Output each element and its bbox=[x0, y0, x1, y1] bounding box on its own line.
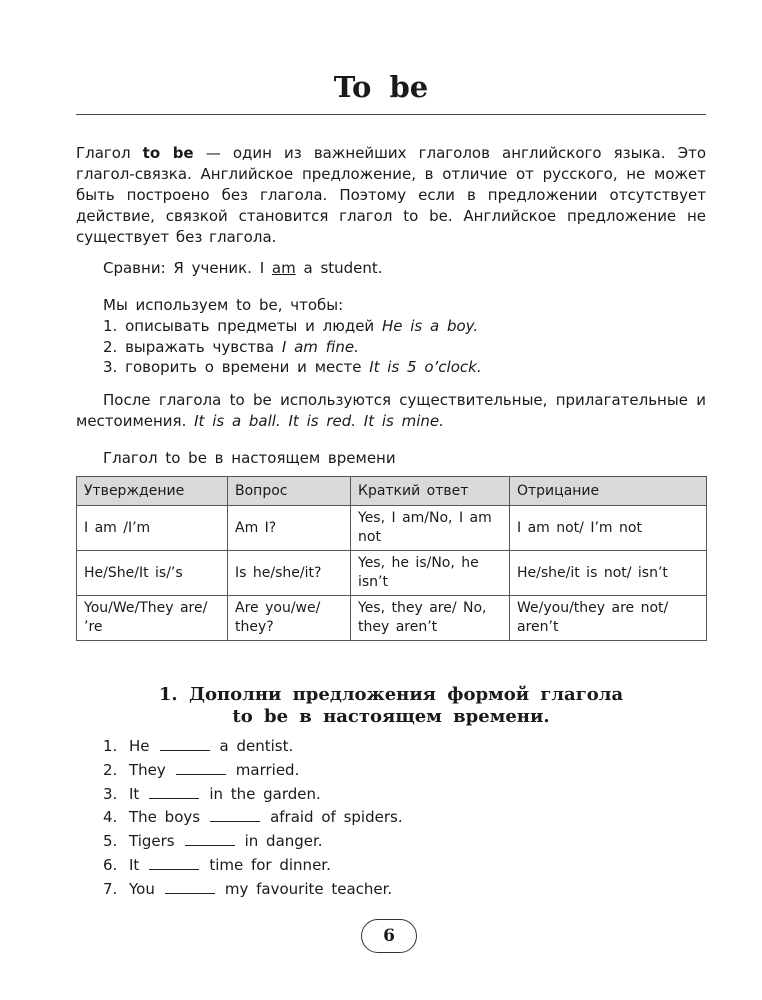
use-item-2 bbox=[103, 337, 359, 358]
item-text-after: in danger. bbox=[244, 832, 323, 851]
exercise-title bbox=[0, 684, 762, 728]
title-divider bbox=[76, 114, 706, 115]
item-text-before: They bbox=[129, 760, 166, 779]
list-item bbox=[103, 877, 403, 901]
table-cell: He/she/it is not/ isn’t bbox=[510, 551, 707, 596]
item-number: 5. bbox=[103, 832, 118, 851]
item-text-after: married. bbox=[235, 760, 300, 779]
table-cell: He/She/It is/’s bbox=[77, 551, 228, 596]
after-text: После глагола to be используются существительные, прилагательные и местоимения. bbox=[76, 391, 706, 430]
item-text-after: time for dinner. bbox=[209, 855, 331, 874]
use-item-example: He is a boy. bbox=[381, 317, 479, 335]
item-text-before: Tigers bbox=[129, 832, 175, 851]
list-item bbox=[103, 805, 403, 829]
item-text-after: a dentist. bbox=[219, 737, 294, 755]
header-negation: Отрицание bbox=[510, 477, 707, 506]
answer-blank[interactable] bbox=[176, 760, 226, 775]
table-cell: Am I? bbox=[228, 506, 351, 551]
table-row bbox=[77, 551, 707, 596]
table-row bbox=[77, 506, 707, 551]
table-cell: We/you/they are not/ aren’t bbox=[510, 596, 707, 641]
item-number: 3. bbox=[103, 784, 118, 803]
item-number: 7. bbox=[103, 879, 118, 898]
table-cell: You/We/They are/ ’re bbox=[77, 596, 228, 641]
table-cell: Yes, I am/No, I am not bbox=[351, 506, 510, 551]
use-item-3 bbox=[103, 357, 482, 378]
answer-blank[interactable] bbox=[210, 807, 260, 822]
after-paragraph bbox=[76, 390, 706, 432]
table-header-row bbox=[77, 477, 707, 506]
item-number: 4. bbox=[103, 808, 118, 827]
use-item-text: 1. описывать предметы и людей bbox=[103, 317, 382, 335]
intro-paragraph bbox=[76, 143, 706, 248]
header-short-answer: Краткий ответ bbox=[351, 477, 510, 506]
answer-blank[interactable] bbox=[149, 855, 199, 870]
exercise-title-line-2: to be в настоящем времени. bbox=[232, 706, 550, 727]
answer-blank[interactable] bbox=[185, 831, 235, 846]
list-item bbox=[103, 758, 403, 782]
table-cell: I am not/ I’m not bbox=[510, 506, 707, 551]
header-question: Вопрос bbox=[228, 477, 351, 506]
exercise-title-line-1: 1. Дополни предложения формой глагола bbox=[158, 684, 624, 705]
table-caption: Глагол to be в настоящем времени bbox=[103, 449, 396, 467]
item-text-before: It bbox=[129, 855, 140, 874]
item-number: 6. bbox=[103, 855, 118, 874]
answer-blank[interactable] bbox=[160, 736, 210, 751]
page-title: To be bbox=[333, 70, 429, 104]
exercise-list bbox=[103, 734, 403, 901]
use-item-text: 3. говорить о времени и месте bbox=[103, 358, 370, 376]
to-be-table bbox=[76, 476, 707, 641]
page-number: 6 bbox=[361, 919, 417, 953]
compare-line bbox=[103, 258, 383, 279]
compare-underlined-word: am bbox=[271, 259, 296, 277]
item-text-before: You bbox=[129, 879, 155, 898]
table-row bbox=[77, 596, 707, 641]
uses-intro: Мы используем to be, чтобы: bbox=[103, 296, 344, 314]
item-text-before: It bbox=[129, 784, 140, 803]
intro-text-rest: — один из важнейших глаголов английского языка. Это глагол-связка. Английское предложение, в отличие от русского, не может быть построено без глагола. Поэтому если в предложении отсутствует действие, связкой становится глагол to be. Английское предложение не существует без глагола. bbox=[76, 144, 706, 246]
compare-text: Сравни: Я ученик. I bbox=[103, 259, 272, 277]
item-text-before: He bbox=[129, 737, 150, 755]
list-item bbox=[103, 734, 403, 758]
item-text-after: afraid of spiders. bbox=[270, 808, 403, 827]
compare-text-end: a student. bbox=[295, 259, 383, 277]
list-item bbox=[103, 853, 403, 877]
use-item-example: I am fine. bbox=[281, 338, 359, 356]
intro-text-start: Глагол bbox=[76, 144, 143, 162]
item-number: 1. bbox=[103, 737, 118, 755]
item-text-before: The boys bbox=[129, 808, 201, 827]
table-cell: I am /I’m bbox=[77, 506, 228, 551]
item-number: 2. bbox=[103, 760, 118, 779]
list-item bbox=[103, 782, 403, 806]
item-text-after: my favourite teacher. bbox=[224, 879, 393, 898]
table-cell: Yes, he is/No, he isn’t bbox=[351, 551, 510, 596]
table-cell: Is he/she/it? bbox=[228, 551, 351, 596]
list-item bbox=[103, 829, 403, 853]
after-example: It is a ball. It is red. It is mine. bbox=[194, 412, 444, 430]
answer-blank[interactable] bbox=[149, 784, 199, 799]
use-item-example: It is 5 o’clock. bbox=[369, 358, 482, 376]
header-statement: Утверждение bbox=[77, 477, 228, 506]
use-item-text: 2. выражать чувства bbox=[103, 338, 282, 356]
use-item-1 bbox=[103, 316, 478, 337]
intro-term: to be bbox=[142, 144, 194, 162]
answer-blank[interactable] bbox=[165, 879, 215, 894]
item-text-after: in the garden. bbox=[209, 784, 321, 803]
table-cell: Are you/we/ they? bbox=[228, 596, 351, 641]
table-cell: Yes, they are/ No, they aren’t bbox=[351, 596, 510, 641]
